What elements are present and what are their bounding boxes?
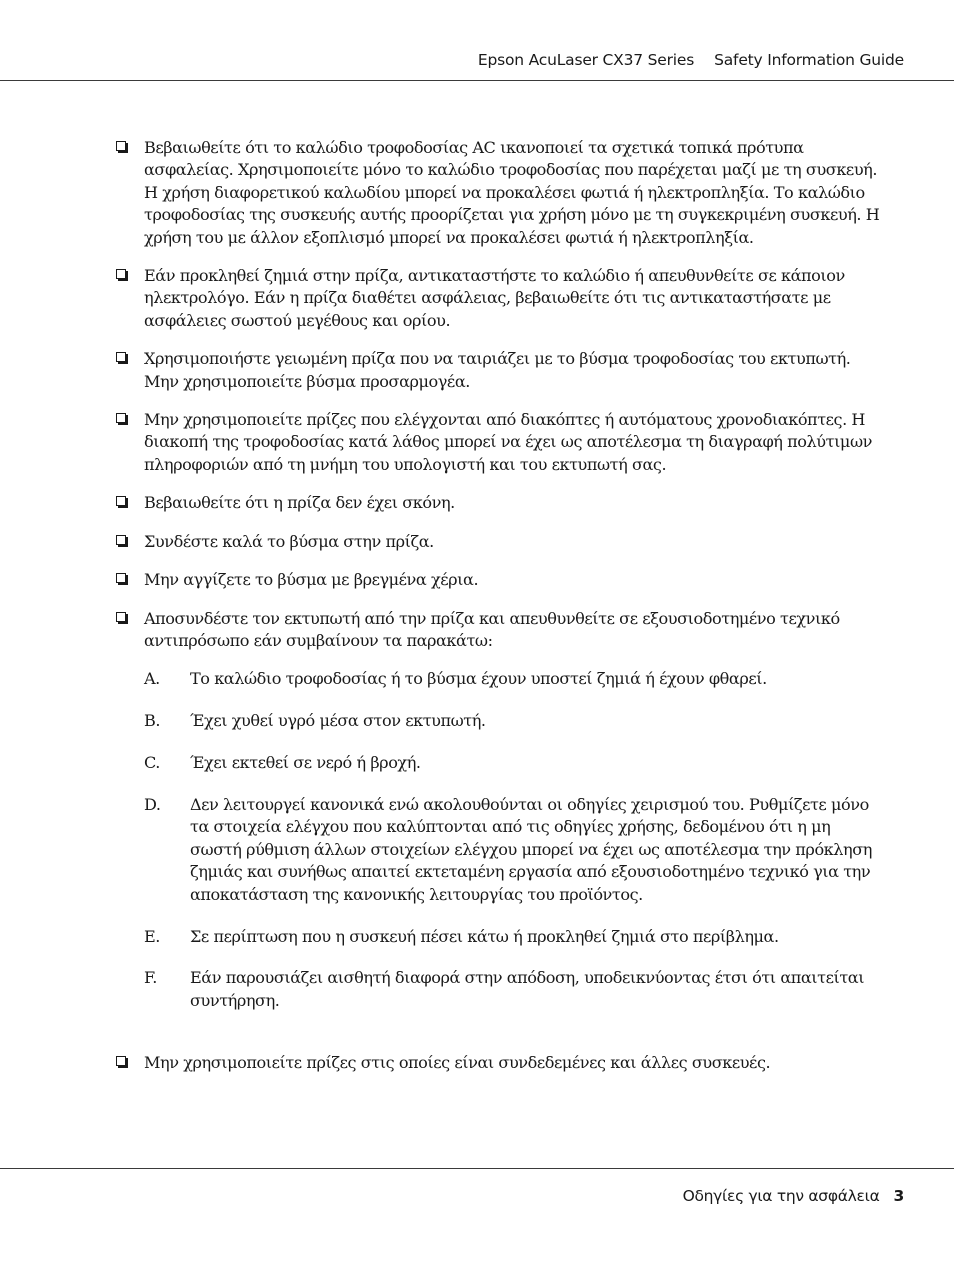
header-title: [478, 51, 904, 69]
header-guide-name: Safety Information Guide: [714, 51, 904, 69]
checkbox-bullet-icon: [116, 535, 126, 545]
sublist-item-text: Σε περίπτωση που η συσκευή πέσει κάτω ή προκληθεί ζημιά στο περίβλημα.: [190, 926, 779, 946]
checkbox-bullet-icon: [116, 1056, 126, 1066]
list-item: [116, 492, 886, 514]
header-product-name: Epson AcuLaser CX37 Series: [477, 51, 695, 69]
safety-list: [116, 137, 886, 1091]
sublist-item-letter: A.: [144, 669, 160, 689]
sublist-item-letter: B.: [144, 711, 161, 731]
list-item-text: Εάν προκληθεί ζημιά στην πρίζα, αντικαταστήστε το καλώδιο ή απευθυνθείτε σε κάποιον ηλεκτρολόγο. Εάν η πρίζα διαθέτει ασφάλειας, βεβαιωθείτε ότι τις αντικαταστήσατε με ασφάλειες σωστού μεγέθους και ορίου.: [144, 266, 845, 330]
footer-divider: [0, 1168, 954, 1169]
list-item-text: Συνδέστε καλά το βύσμα στην πρίζα.: [144, 531, 434, 551]
sublist-item: [144, 926, 886, 948]
sublist-item-letter: C.: [144, 753, 160, 773]
list-item: [116, 569, 886, 591]
sublist-item-letter: D.: [144, 795, 161, 815]
footer-section-title: Οδηγίες για την ασφάλεια: [682, 1187, 880, 1205]
sublist-item: [144, 710, 886, 732]
conditions-sublist: [144, 668, 886, 1012]
list-item: [116, 608, 886, 1013]
sublist-item-text: Έχει χυθεί υγρό μέσα στον εκτυπωτή.: [190, 711, 486, 731]
sublist-item: [144, 967, 886, 1012]
sublist-item-text: Δεν λειτουργεί κανονικά ενώ ακολουθούνται οι οδηγίες χειρισμού του. Ρυθμίζετε μόνο τα στοιχεία ελέγχου που καλύπτονται από τις οδηγίες χρήσης, δεδομένου ότι η μη σωστή ρύθμιση άλλων στοιχείων ελέγχου μπορεί να έχει ως αποτέλεσμα την πρόκληση ζημιάς και συνήθως απαιτεί εκτεταμένη εργασία από εξουσιοδοτημένο τεχνικό για την αποκατάσταση της κανονικής λειτουργίας του προϊόντος.: [190, 795, 872, 904]
sublist-item-letter: E.: [144, 926, 160, 946]
page-header: [0, 0, 954, 81]
list-item: [116, 409, 886, 476]
sublist-item: [144, 752, 886, 774]
checkbox-bullet-icon: [116, 612, 126, 622]
list-item-text: Αποσυνδέστε τον εκτυπωτή από την πρίζα και απευθυνθείτε σε εξουσιοδοτημένο τεχνικό αντιπρόσωπο εάν συμβαίνουν τα παρακάτω:: [144, 608, 840, 650]
checkbox-bullet-icon: [116, 496, 126, 506]
list-item: [116, 531, 886, 553]
list-item: [116, 137, 886, 249]
list-item-text: Βεβαιωθείτε ότι το καλώδιο τροφοδοσίας AC ικανοποιεί τα σχετικά τοπικά πρότυπα ασφαλείας. Χρησιμοποιείτε μόνο το καλώδιο τροφοδοσίας που παρέχεται μαζί με τη συσκευή. Η χρήση διαφορετικού καλωδίου μπορεί να προκαλέσει φωτιά ή ηλεκτροπληξία. Το καλώδιο τροφοδοσίας της συσκευής αυτής προορίζεται για χρήση μόνο με τη συγκεκριμένη συσκευή. Η χρήση του με άλλον εξοπλισμό μπορεί να προκαλέσει φωτιά ή ηλεκτροπληξία.: [144, 138, 880, 247]
sublist-item: [144, 794, 886, 906]
list-item-text: Μην χρησιμοποιείτε πρίζες που ελέγχονται από διακόπτες ή αυτόματους χρονοδιακόπτες. Η διακοπή της τροφοδοσίας κατά λάθος μπορεί να έχει ως αποτέλεσμα τη διαγραφή πολύτιμων πληροφοριών από τη μνήμη του υπολογιστή και του εκτυπωτή σας.: [144, 410, 872, 474]
list-item-text: Μην χρησιμοποιείτε πρίζες στις οποίες είναι συνδεδεμένες και άλλες συσκευές.: [144, 1053, 771, 1073]
checkbox-bullet-icon: [116, 573, 126, 583]
sublist-item: [144, 668, 886, 690]
list-item: [116, 348, 886, 393]
checkbox-bullet-icon: [116, 352, 126, 362]
list-item: [116, 265, 886, 332]
page-footer: [683, 1187, 904, 1205]
sublist-item-text: Το καλώδιο τροφοδοσίας ή το βύσμα έχουν υποστεί ζημιά ή έχουν φθαρεί.: [190, 669, 767, 689]
sublist-item-text: Έχει εκτεθεί σε νερό ή βροχή.: [190, 753, 421, 773]
checkbox-bullet-icon: [116, 269, 126, 279]
list-item-text: Μην αγγίζετε το βύσμα με βρεγμένα χέρια.: [144, 570, 479, 590]
list-item-text: Χρησιμοποιήστε γειωμένη πρίζα που να ταιριάζει με το βύσμα τροφοδοσίας του εκτυπωτή. Μην χρησιμοποιείτε βύσμα προσαρμογέα.: [144, 349, 851, 391]
sublist-item-letter: F.: [144, 968, 157, 988]
page-number: 3: [893, 1187, 904, 1205]
sublist-item-text: Εάν παρουσιάζει αισθητή διαφορά στην απόδοση, υποδεικνύοντας έτσι ότι απαιτείται συντήρηση.: [190, 968, 865, 1010]
list-item: [116, 1052, 886, 1074]
checkbox-bullet-icon: [116, 413, 126, 423]
checkbox-bullet-icon: [116, 141, 126, 151]
list-item-text: Βεβαιωθείτε ότι η πρίζα δεν έχει σκόνη.: [144, 493, 455, 513]
